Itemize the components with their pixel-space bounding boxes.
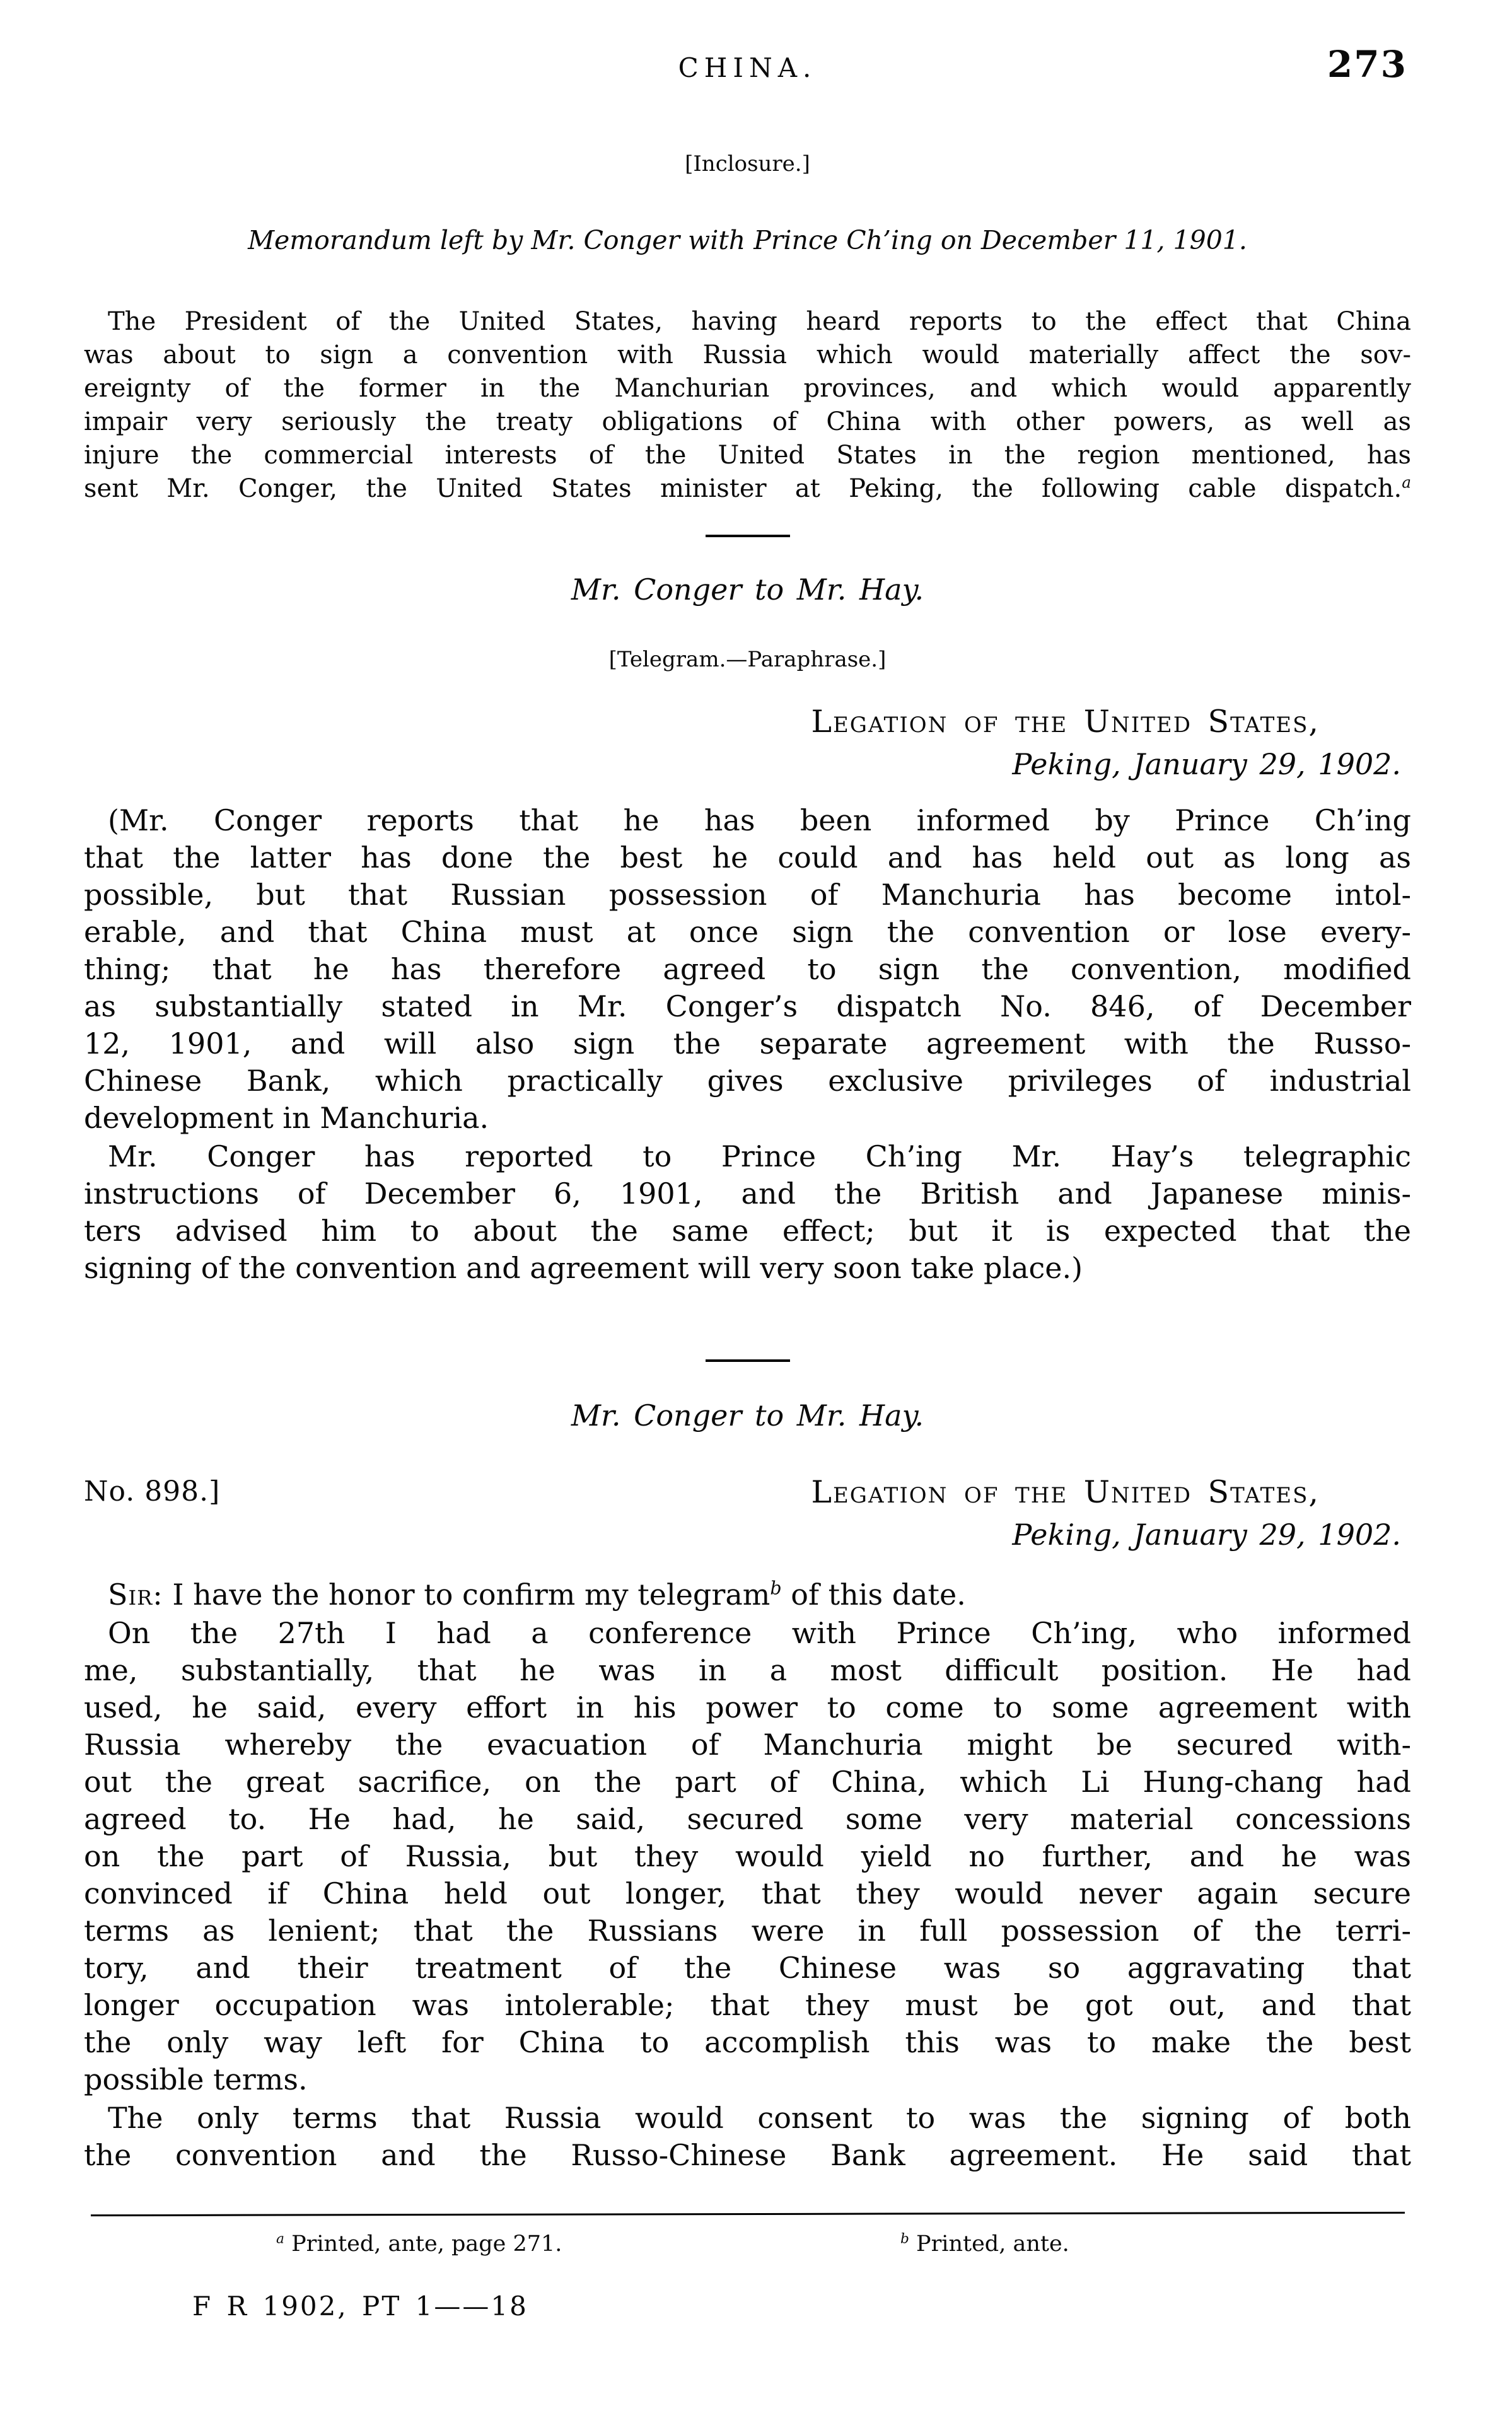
dateline: Peking, January 29, 1902. [1012, 747, 1401, 781]
running-head [84, 43, 1411, 95]
footnote-b: $^b$ Printed, ante. [900, 2231, 1069, 2257]
dispatch-number: No. 898.] [84, 1475, 221, 1508]
legation-line: Legation of the United States, [811, 704, 1320, 740]
page-title: CHINA. [678, 52, 817, 83]
letter-heading-dispatch: Mr. Conger to Mr. Hay. [571, 1398, 924, 1433]
footnote-rule [91, 2212, 1405, 2216]
document-page [84, 0, 1411, 2322]
dispatch-paragraph-3: The only terms that Russia would consent to was the signing of both the convention and the Russo-Chinese Bank agreement. He said that [84, 2101, 1411, 2172]
dateline: Peking, January 29, 1902. [1012, 1518, 1401, 1552]
signature-mark: F R 1902, PT 1——18 [192, 2291, 528, 2322]
footnote-a: $^a$ Printed, ante, page 271. [276, 2231, 562, 2257]
letter-heading-telegram: Mr. Conger to Mr. Hay. [571, 573, 924, 607]
section-divider [706, 1359, 790, 1362]
page-number: 273 [1327, 43, 1407, 86]
memorandum-body: The President of the United States, having heard reports to the effect that China was about to sign a convention with Russia which would materially affect the sov- ereignty of the former in the Manchurian provinces, and which would apparently impair very seriously the treaty obligations of China with other powers, as well as injure the commercial interests of the United States in the region mentioned, has sent Mr. Conger, the United States minister at Peking, the following cable dispatch.$^a$ [84, 307, 1411, 503]
telegram-paragraph-2: Mr. Conger has reported to Prince Ch’ing Mr. Hay’s telegraphic instructions of December 6, 1901, and the British and Japanese minis- ters advised him to about the same effect; but it is expected that the signing of the convention and agreement will very soon take place.) [84, 1139, 1411, 1285]
legation-line: Legation of the United States, [811, 1474, 1320, 1510]
salutation: Sir: [108, 1578, 163, 1612]
section-divider [706, 535, 790, 537]
memorandum-title: Memorandum left by Mr. Conger with Prince Ch’ing on December 11, 1901. [248, 225, 1247, 255]
footnotes [84, 2231, 1411, 2262]
telegram-type-label: [Telegram.—Paraphrase.] [608, 647, 887, 672]
telegram-paragraph-1: (Mr. Conger reports that he has been informed by Prince Ch’ing that the latter has done the best he could and has held out as long as possible, but that Russian possession of Manchuria has become intol- erable, and that China must at once sign the convention or lose every- thing; that he has therefore agreed to sign the convention, modified as substantially stated in Mr. Conger’s dispatch No. 846, of December 12, 1901, and will also sign the separate agreement with the Russo- Chinese Bank, which practically gives exclusive privileges of industrial development in Manchuria. [84, 803, 1411, 1135]
inclosure-label: [Inclosure.] [685, 151, 810, 177]
dispatch-paragraph-2: On the 27th I had a conference with Prince Ch’ing, who informed me, substantially, that he was in a most difficult position. He had used, he said, every effort in his power to come to some agreement with Russia whereby the evacuation of Manchuria might be secured with- out the great sacrifice, on the part of China, which Li Hung-chang had agreed to. He had, he said, secured some very material concessions on the part of Russia, but they would yield no further, and he was convinced if China held out longer, that they would never again secure terms as lenient; that the Russians were in full possession of the terri- tory, and their treatment of the Chinese was so aggravating that longer occupation was intolerable; that they must be got out, and that the only way left for China to accomplish this was to make the best possible terms. [84, 1616, 1411, 2096]
opening-text: I have the honor to confirm my telegram$^b$ of this date. [163, 1578, 966, 1612]
dispatch-opening-line [84, 1576, 1411, 1613]
dispatch-header-row [84, 1473, 1411, 1512]
